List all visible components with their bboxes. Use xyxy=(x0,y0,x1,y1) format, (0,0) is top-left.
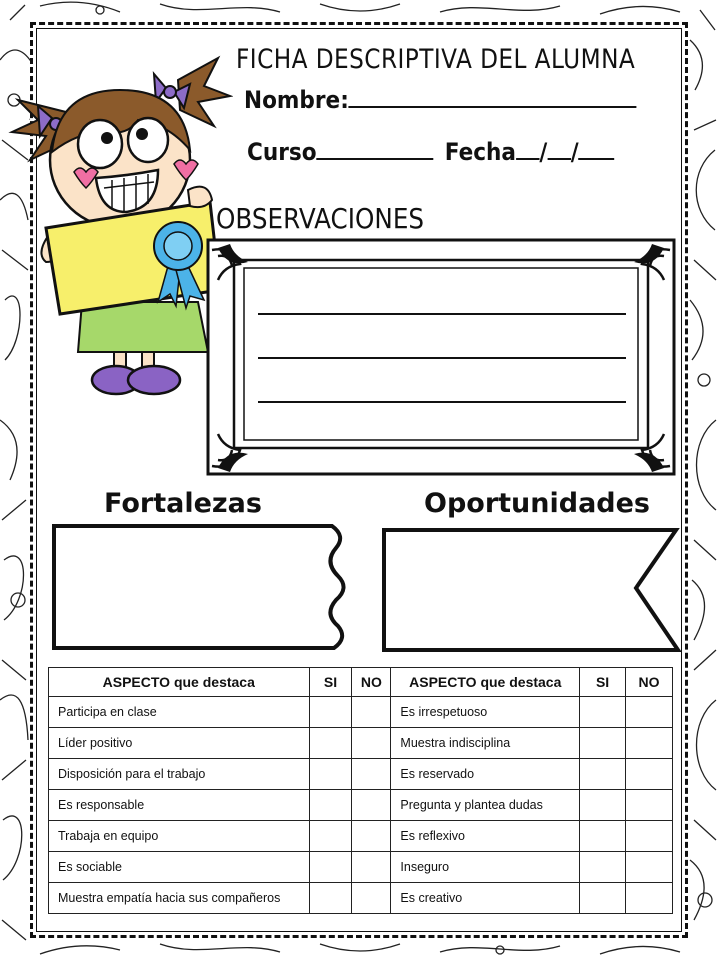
name-label: Nombre: xyxy=(244,86,349,114)
column-header-no-left: NO xyxy=(352,668,391,697)
column-header-si-left: SI xyxy=(309,668,352,697)
si-checkbox-cell[interactable] xyxy=(309,883,352,914)
no-checkbox-cell[interactable] xyxy=(352,852,391,883)
si-checkbox-cell[interactable] xyxy=(580,883,626,914)
course-date-field xyxy=(247,138,615,166)
si-checkbox-cell[interactable] xyxy=(309,759,352,790)
date-label: Fecha xyxy=(444,138,517,166)
date-separator: / xyxy=(570,138,579,166)
aspect-cell: Líder positivo xyxy=(49,728,310,759)
table-header-row xyxy=(49,668,673,697)
observations-title: OBSERVACIONES xyxy=(216,202,425,235)
table-row xyxy=(49,759,673,790)
si-checkbox-cell[interactable] xyxy=(580,697,626,728)
column-header-si-right: SI xyxy=(580,668,626,697)
date-year-blank[interactable] xyxy=(579,140,615,160)
si-checkbox-cell[interactable] xyxy=(580,759,626,790)
no-checkbox-cell[interactable] xyxy=(626,852,673,883)
girl-with-sign-illustration xyxy=(8,40,233,400)
table-row xyxy=(49,883,673,914)
no-checkbox-cell[interactable] xyxy=(626,697,673,728)
name-blank-line[interactable] xyxy=(349,88,637,108)
table-row xyxy=(49,852,673,883)
si-checkbox-cell[interactable] xyxy=(580,728,626,759)
course-blank-line[interactable] xyxy=(317,140,434,160)
column-header-aspect-left: ASPECTO que destaca xyxy=(49,668,310,697)
strengths-box[interactable] xyxy=(50,522,352,652)
aspect-cell: Es reflexivo xyxy=(391,821,580,852)
si-checkbox-cell[interactable] xyxy=(580,852,626,883)
no-checkbox-cell[interactable] xyxy=(352,883,391,914)
no-checkbox-cell[interactable] xyxy=(352,759,391,790)
aspect-cell: Muestra empatía hacia sus compañeros xyxy=(49,883,310,914)
no-checkbox-cell[interactable] xyxy=(352,790,391,821)
table-row xyxy=(49,697,673,728)
aspect-cell: Disposición para el trabajo xyxy=(49,759,310,790)
aspect-cell: Trabaja en equipo xyxy=(49,821,310,852)
no-checkbox-cell[interactable] xyxy=(626,883,673,914)
si-checkbox-cell[interactable] xyxy=(309,697,352,728)
course-label: Curso xyxy=(247,138,317,166)
no-checkbox-cell[interactable] xyxy=(352,821,391,852)
si-checkbox-cell[interactable] xyxy=(580,790,626,821)
no-checkbox-cell[interactable] xyxy=(626,821,673,852)
si-checkbox-cell[interactable] xyxy=(580,821,626,852)
aspect-cell: Inseguro xyxy=(391,852,580,883)
aspect-cell: Es sociable xyxy=(49,852,310,883)
table-row xyxy=(49,821,673,852)
name-field xyxy=(244,86,637,114)
strengths-heading: Fortalezas xyxy=(104,488,262,519)
aspect-cell: Es reservado xyxy=(391,759,580,790)
aspect-cell: Participa en clase xyxy=(49,697,310,728)
table-row xyxy=(49,728,673,759)
no-checkbox-cell[interactable] xyxy=(352,697,391,728)
si-checkbox-cell[interactable] xyxy=(309,852,352,883)
opportunities-box[interactable] xyxy=(380,526,684,656)
opportunities-heading: Oportunidades xyxy=(424,488,651,519)
aspect-cell: Es irrespetuoso xyxy=(391,697,580,728)
date-day-blank[interactable] xyxy=(516,140,539,160)
aspects-table xyxy=(48,667,673,914)
aspect-cell: Muestra indisciplina xyxy=(391,728,580,759)
observations-frame xyxy=(204,236,679,481)
aspect-cell: Pregunta y plantea dudas xyxy=(391,790,580,821)
date-month-blank[interactable] xyxy=(547,140,570,160)
aspect-cell: Es responsable xyxy=(49,790,310,821)
si-checkbox-cell[interactable] xyxy=(309,821,352,852)
no-checkbox-cell[interactable] xyxy=(626,759,673,790)
no-checkbox-cell[interactable] xyxy=(626,790,673,821)
no-checkbox-cell[interactable] xyxy=(626,728,673,759)
si-checkbox-cell[interactable] xyxy=(309,790,352,821)
column-header-no-right: NO xyxy=(626,668,673,697)
table-row xyxy=(49,790,673,821)
date-separator: / xyxy=(539,138,548,166)
si-checkbox-cell[interactable] xyxy=(309,728,352,759)
aspect-cell: Es creativo xyxy=(391,883,580,914)
column-header-aspect-right: ASPECTO que destaca xyxy=(391,668,580,697)
no-checkbox-cell[interactable] xyxy=(352,728,391,759)
page-title: FICHA DESCRIPTIVA DEL ALUMNA xyxy=(236,44,636,75)
